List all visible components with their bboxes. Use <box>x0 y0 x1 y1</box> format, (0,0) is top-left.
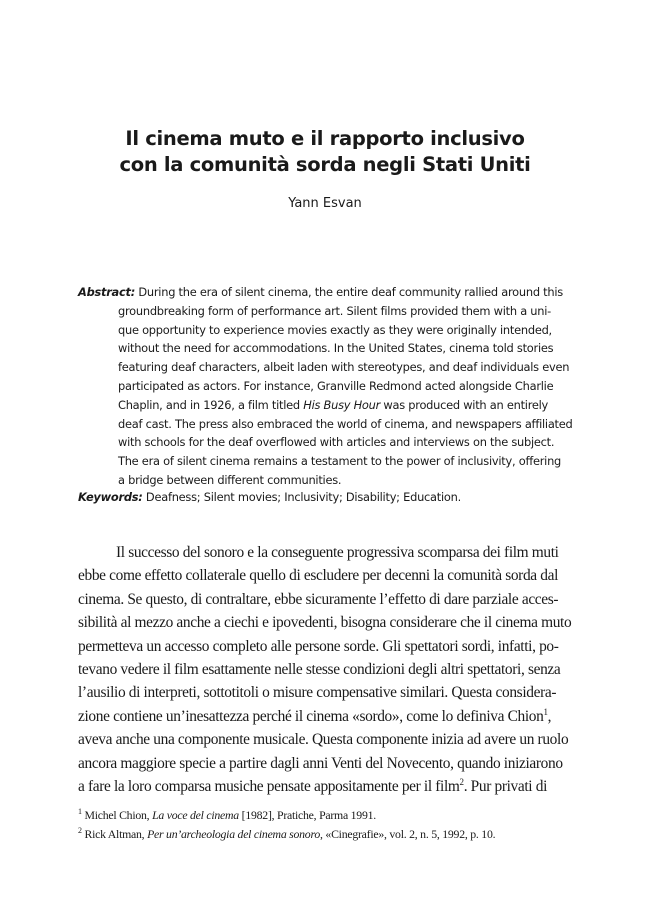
body-line: a fare la loro comparsa musiche pensate appositamente per il film$^2$. Pur privati di <box>78 776 548 796</box>
footnote-ref-1[interactable]: 1 <box>543 706 548 717</box>
body-line: sibilità al mezzo anche a ciechi e ipovedenti, bisogna considerare che il cinema muto <box>78 614 572 632</box>
body-line: cinema. Se questo, di contraltare, ebbe sicuramente l’effetto di dare parziale acces- <box>78 590 559 608</box>
paper-title <box>60 126 590 178</box>
title-line-2: con la comunità sorda negli Stati Uniti <box>119 153 531 176</box>
footnote-ref-2[interactable]: 2 <box>459 776 464 787</box>
abstract-line: without the need for accommodations. In the United States, cinema told stories <box>118 341 554 356</box>
footnote-number: 2 <box>78 826 82 836</box>
cited-title: La voce del cinema <box>152 808 239 822</box>
body-line: ebbe come effetto collaterale quello di escludere per decenni la comunità sorda dal <box>78 567 559 585</box>
footnote-2: $^2$ Rick Altman, Per un’archeologia del cinema sonoro, «Cinegrafie», vol. 2, n. 5, 1992, p. 10. <box>78 826 496 841</box>
body-line: tevano vedere il film esattamente nelle stesse condizioni degli altri spettatori, senza <box>78 661 561 679</box>
film-title: His Busy Hour <box>303 397 381 412</box>
abstract-line: The era of silent cinema remains a testament to the power of inclusivity, offering <box>118 454 562 469</box>
footnote-number: 1 <box>78 807 82 817</box>
abstract-line: deaf cast. The press also embraced the world of cinema, and newspapers affiliated <box>118 416 573 431</box>
body-line: Il successo del sonoro e la conseguente progressiva scomparsa dei film muti <box>116 544 559 561</box>
body-paragraph <box>78 541 576 798</box>
abstract-line: with schools for the deaf overflowed with articles and interviews on the subject. <box>118 435 555 450</box>
author-name: Yann Esvan <box>288 196 362 211</box>
cited-title: Per un’archeologia del cinema sonoro <box>147 827 321 841</box>
body-line: ancora maggiore specie a partire dagli anni Venti del Novecento, quando iniziarono <box>78 754 563 772</box>
body-line: aveva anche una componente musicale. Questa componente inizia ad avere un ruolo <box>78 731 569 749</box>
abstract-line: Abstract: During the era of silent cinema, the entire deaf community rallied around this <box>78 285 563 299</box>
keywords-text: Deafness; Silent movies; Inclusivity; Disability; Education. <box>142 490 461 504</box>
abstract-line: featuring deaf characters, albeit laden with stereotypes, and deaf individuals even <box>118 360 570 375</box>
title-line-1: Il cinema muto e il rapporto inclusivo <box>125 127 525 150</box>
body-line: zione contiene un’inesattezza perché il cinema «sordo», come lo definiva Chion$^1$, <box>78 706 552 725</box>
keywords-label: Keywords: <box>78 490 143 504</box>
abstract-line: participated as actors. For instance, Granville Redmond acted alongside Charlie <box>118 378 554 393</box>
abstract-line: groundbreaking form of performance art. Silent films provided them with a uni- <box>118 303 552 318</box>
body-line: permetteva un accesso completo alle persone sorde. Gli spettatori sordi, infatti, po- <box>78 637 559 655</box>
footnote-1: $^1$ Michel Chion, La voce del cinema [1982], Pratiche, Parma 1991. <box>78 807 376 822</box>
footnotes <box>78 806 576 844</box>
keywords-block <box>78 488 576 506</box>
abstract-line: Chaplin, and in 1926, a film titled His Busy Hour was produced with an entirely <box>118 397 549 412</box>
abstract-line: que opportunity to experience movies exactly as they were originally intended, <box>118 322 552 337</box>
abstract-block <box>78 283 576 490</box>
abstract-label: Abstract: <box>78 285 136 299</box>
body-line: l’ausilio di interpreti, sottotitoli o misure compensative similari. Questa considera- <box>78 684 557 702</box>
abstract-line: a bridge between different communities. <box>118 472 342 487</box>
